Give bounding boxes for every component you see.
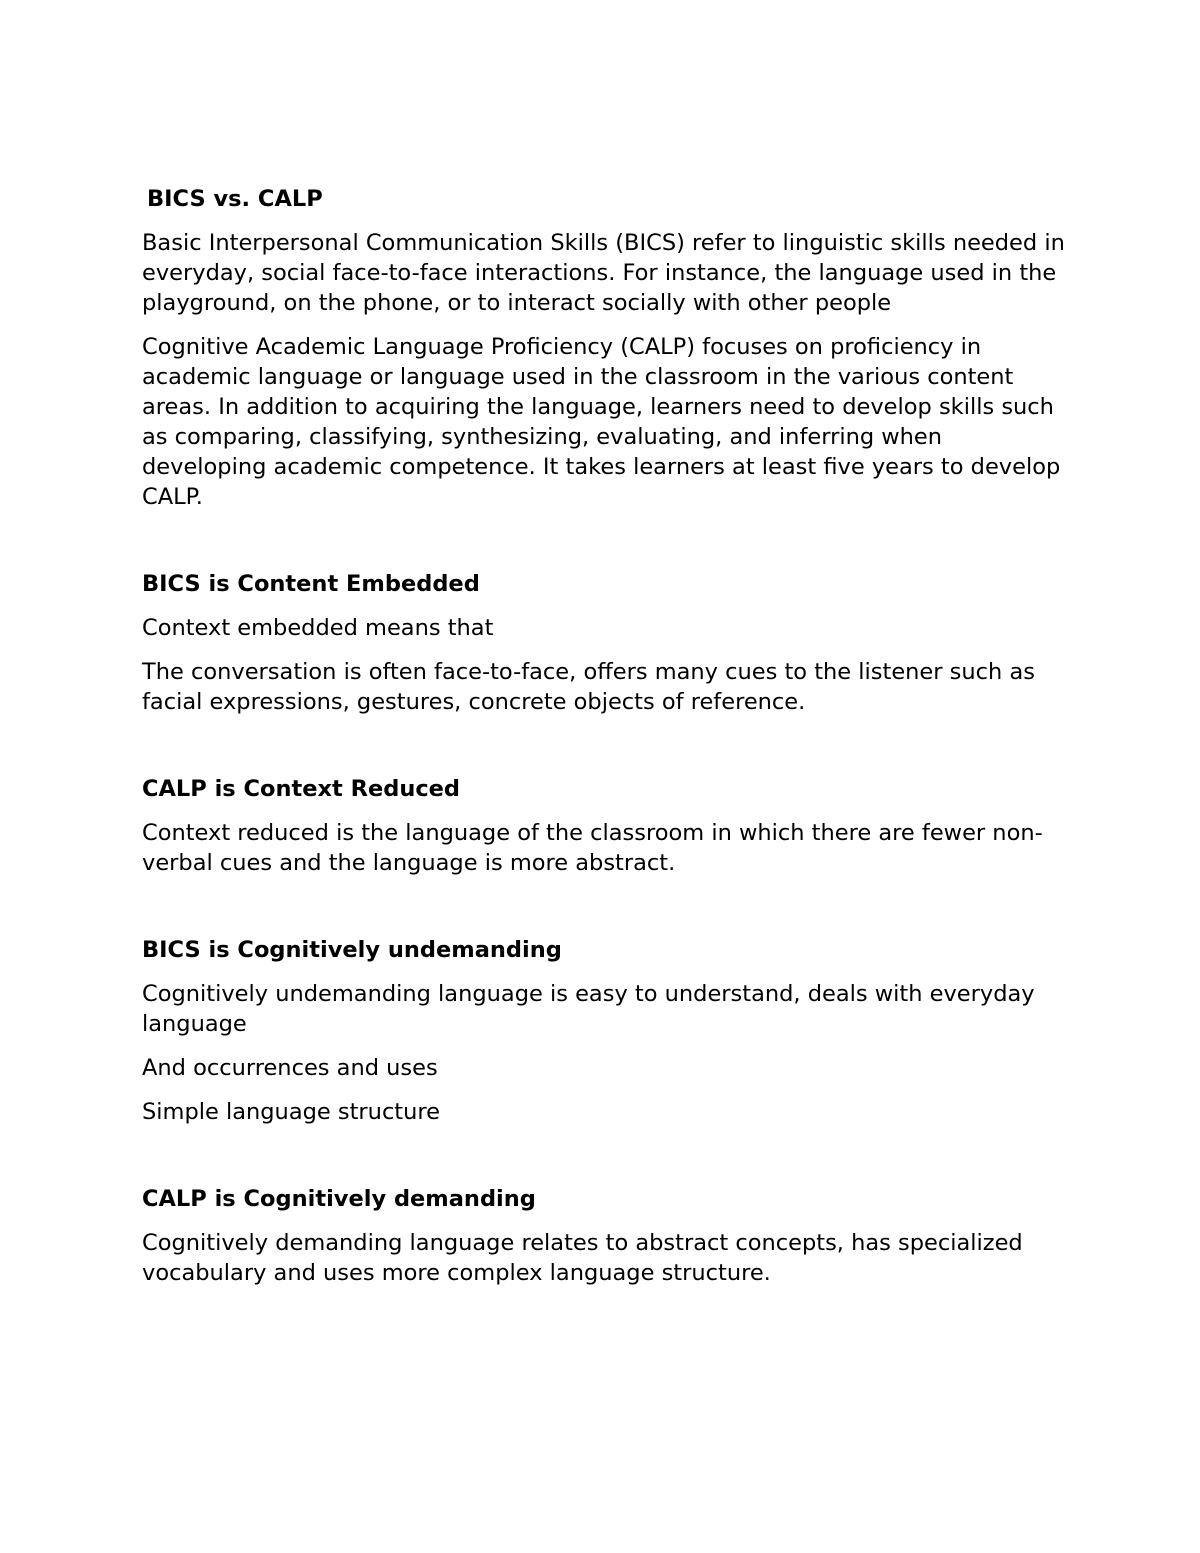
document-page <box>142 184 1072 1288</box>
paragraph: Context embedded means that <box>142 615 494 641</box>
section-heading-bics-content-embedded: BICS is Content Embedded <box>142 571 480 597</box>
bics-definition: Basic Interpersonal Communication Skills (BICS) refer to linguistic skills needed in everyday, social face-to-face interactions. For instance, the language used in the playground, on the phone, or to interact socially with other people <box>142 230 1065 316</box>
paragraph: Simple language structure <box>142 1099 440 1125</box>
section-heading-calp-cognitively-demanding: CALP is Cognitively demanding <box>142 1186 536 1212</box>
document-title: BICS vs. CALP <box>147 186 323 212</box>
section-heading-calp-context-reduced: CALP is Context Reduced <box>142 776 461 802</box>
paragraph: Context reduced is the language of the classroom in which there are fewer non-verbal cues and the language is more abstract. <box>142 820 1043 876</box>
paragraph: Cognitively demanding language relates to abstract concepts, has specialized vocabulary and uses more complex language structure. <box>142 1230 1023 1286</box>
paragraph: And occurrences and uses <box>142 1055 438 1081</box>
paragraph: Cognitively undemanding language is easy to understand, deals with everyday language <box>142 981 1035 1037</box>
calp-definition: Cognitive Academic Language Proficiency (CALP) focuses on proficiency in academic language or language used in the classroom in the various content areas. In addition to acquiring the language, learners need to develop skills such as comparing, classifying, synthesizing, evaluating, and inferring when developing academic competence. It takes learners at least five years to develop CALP. <box>142 334 1061 510</box>
section-heading-bics-cognitively-undemanding: BICS is Cognitively undemanding <box>142 937 562 963</box>
paragraph: The conversation is often face-to-face, offers many cues to the listener such as facial expressions, gestures, concrete objects of reference. <box>142 659 1035 715</box>
